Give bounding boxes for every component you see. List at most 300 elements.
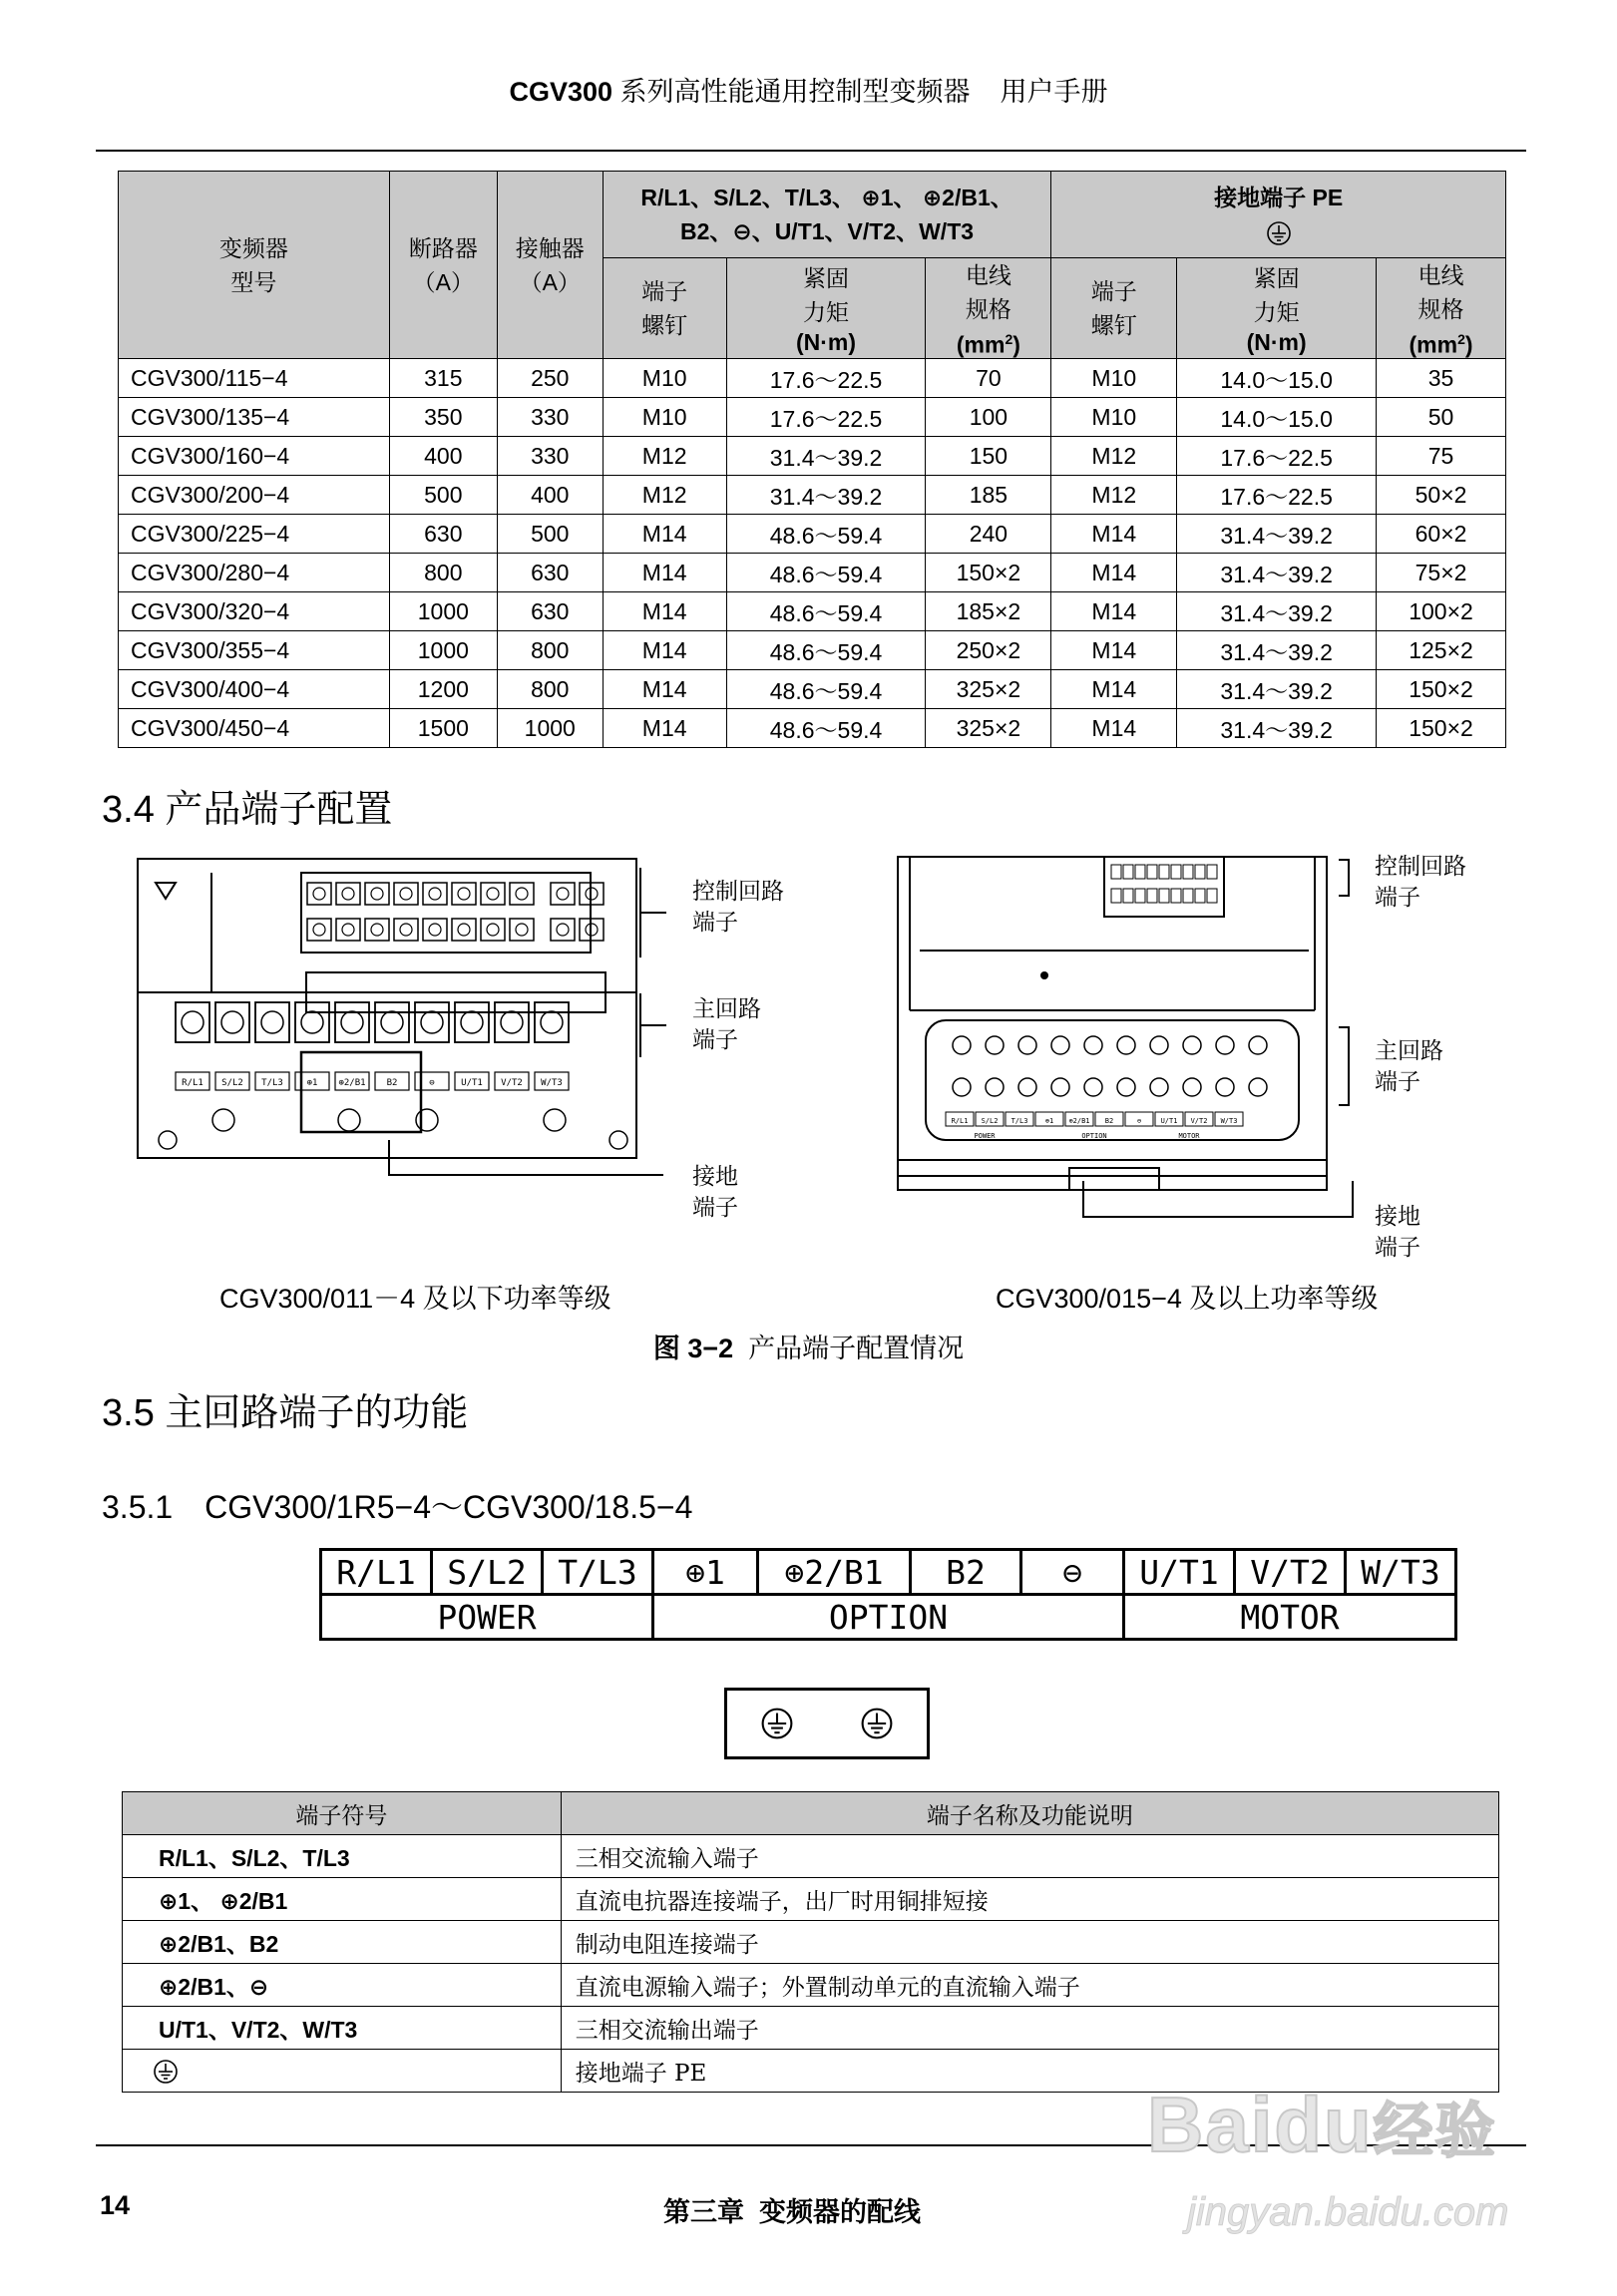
terminal-label: B2 [911,1550,1021,1595]
table-row [119,592,1506,631]
control-terminal [336,919,360,941]
table-cell: 325×2 [926,670,1051,709]
main-terminal-tag-text: ⊖ [1136,1117,1142,1125]
main-terminal-tag-text: B2 [386,1078,398,1088]
table-cell: 400 [389,437,497,476]
table-row [119,709,1506,748]
terminal-label: ⊕1 [653,1550,758,1595]
table-cell: 75×2 [1377,554,1506,592]
control-terminal [423,883,447,905]
control-terminal [1147,889,1157,903]
table-cell: 185 [926,476,1051,515]
control-terminal-screw [487,888,499,900]
control-terminal [1123,865,1133,879]
terminal-function-cell: 直流电抗器连接端子，出厂时用铜排短接 [561,1878,1498,1921]
control-terminal-screw [313,888,325,900]
main-terminal-tag-text: T/L3 [261,1078,283,1088]
control-terminal-screw [516,888,528,900]
table-cell: M10 [1051,398,1177,437]
control-terminal [452,883,476,905]
table-cell: 1500 [389,709,497,748]
th-wire-ground-unit: (mm [1409,331,1458,358]
table-row [123,2007,1499,2050]
main-terminal-screw [986,1036,1004,1054]
th-torque-main [726,258,926,359]
control-terminal [1171,889,1181,903]
th-terminal-symbol: 端子符号 [123,1792,562,1835]
th-wire-ground-unit-end: ) [1464,331,1473,358]
main-terminal-screw [261,1011,283,1033]
main-terminal-screw [461,1011,483,1033]
terminal-group-label: POWER [321,1595,653,1640]
table-row [119,476,1506,515]
table-row [119,670,1506,709]
terminal-symbol-cell: ⊕1、 ⊕2/B1 [123,1878,562,1921]
table-cell: M12 [603,476,726,515]
terminal-label: S/L2 [432,1550,543,1595]
control-terminal-screw [342,924,354,936]
control-terminal [1135,889,1145,903]
figure-caption [0,1327,1617,1365]
figure-title: 产品端子配置情况 [748,1334,965,1363]
main-terminal-screw [1084,1078,1102,1096]
table-cell: M10 [603,398,726,437]
table-cell: CGV300/280−4 [119,554,390,592]
table-cell: 17.6～22.5 [726,398,926,437]
th-screw-main: 端子 螺钉 [603,258,726,359]
terminal-label: ⊕2/B1 [758,1550,911,1595]
page-number: 14 [100,2190,131,2220]
main-terminal-tag-text: U/T1 [461,1078,483,1088]
table-cell: 100×2 [1377,592,1506,631]
control-terminal-screw [400,924,412,936]
th-screw-ground: 端子 螺钉 [1051,258,1177,359]
main-terminal-tag-text: ⊖ [429,1078,435,1088]
table-row [123,1878,1499,1921]
left-main-terminal-block [176,1002,569,1090]
th-wire-ground [1377,258,1506,359]
table-cell: 185×2 [926,592,1051,631]
right-screw-dot [1040,971,1048,979]
th-torque-ground [1177,258,1377,359]
table-cell: CGV300/355−4 [119,631,390,670]
right-ground-label: 接地 端子 [1375,1203,1420,1260]
main-terminal [415,1002,449,1042]
table-cell: CGV300/160−4 [119,437,390,476]
main-terminal-screw [1249,1078,1267,1096]
table-cell: 31.4～39.2 [1177,554,1377,592]
terminal-label: V/T2 [1235,1550,1346,1595]
main-terminal-screw [986,1078,1004,1096]
table-cell: M14 [1051,592,1177,631]
table-cell: 330 [497,398,603,437]
control-terminal-screw [516,924,528,936]
main-terminal-screw [381,1011,403,1033]
control-terminal [423,919,447,941]
table-cell: CGV300/200−4 [119,476,390,515]
table-cell: 330 [497,437,603,476]
table-row [119,437,1506,476]
th-terminal-function: 端子名称及功能说明 [561,1792,1498,1835]
terminal-symbol-cell [123,2050,562,2093]
right-drive-terminal-drawing [890,851,1339,1210]
main-terminal-screw [541,1011,563,1033]
table-cell: CGV300/225−4 [119,515,390,554]
left-control-terminal-block [307,883,604,941]
main-terminal-group-text: POWER [974,1132,996,1140]
main-terminal-screw [1018,1078,1036,1096]
table-cell: 31.4～39.2 [1177,631,1377,670]
page-header [0,70,1617,109]
th-wire-main-unit-end: ) [1012,331,1020,358]
th-ground-label: 接地端子 PE [1214,185,1344,210]
terminal-group-label: MOTOR [1124,1595,1456,1640]
table-cell: 630 [389,515,497,554]
wiring-spec-table [118,171,1506,748]
table-cell: M14 [603,515,726,554]
left-ground-leader [384,1135,703,1235]
control-terminal-screw [557,888,569,900]
control-terminal [1159,889,1169,903]
table-cell: 800 [497,631,603,670]
th-main-terminals: R/L1、S/L2、T/L3、 ⊕1、 ⊕2/B1、 B2、⊖、U/T1、V/T2、W/T3 [603,172,1051,258]
control-terminal [1111,865,1121,879]
table-cell: 240 [926,515,1051,554]
watermark-brand-cn: 经验 [1373,2098,1497,2164]
table-cell: 48.6～59.4 [726,631,926,670]
main-terminal-screw [953,1036,971,1054]
control-terminal [551,919,575,941]
main-terminal-screw [1150,1036,1168,1054]
table-cell: M12 [1051,476,1177,515]
table-cell: 800 [389,554,497,592]
table-cell: M12 [603,437,726,476]
th-wire-main-label: 电线 规格 [965,262,1011,323]
control-terminal [1159,865,1169,879]
main-terminal [255,1002,289,1042]
main-terminal-screw [501,1011,523,1033]
control-terminal [394,919,418,941]
control-terminal [452,919,476,941]
main-terminal-screw [1216,1078,1234,1096]
right-control-label: 控制回路 端子 [1375,853,1466,910]
control-terminal [1111,889,1121,903]
control-terminal-screw [458,888,470,900]
control-terminal [481,919,505,941]
watermark-brand [1147,2080,1497,2170]
terminal-strip-groups [321,1595,1456,1640]
th-model: 变频器 型号 [119,172,390,359]
th-torque-ground-label: 紧固 力矩 [1253,265,1300,325]
section-3-4-title: 3.4 产品端子配置 [102,789,393,831]
table-cell: 250×2 [926,631,1051,670]
terminal-symbol-cell: U/T1、V/T2、W/T3 [123,2007,562,2050]
table-cell: M14 [1051,709,1177,748]
table-cell: 31.4～39.2 [726,476,926,515]
table-cell: 14.0～15.0 [1177,398,1377,437]
th-wire-main-unit: (mm [956,331,1006,358]
table-row [119,631,1506,670]
table-cell: 50 [1377,398,1506,437]
table-cell: 17.6～22.5 [1177,437,1377,476]
table-cell: M14 [603,709,726,748]
terminal-function-cell: 三相交流输出端子 [561,2007,1498,2050]
control-terminal [1171,865,1181,879]
main-terminal [215,1002,249,1042]
table-cell: 1200 [389,670,497,709]
control-terminal [307,919,331,941]
table-cell: 35 [1377,359,1506,398]
table-cell: 70 [926,359,1051,398]
table-cell: 17.6～22.5 [1177,476,1377,515]
terminal-function-body [123,1835,1499,2093]
main-terminal-screw [182,1011,203,1033]
table-cell: 125×2 [1377,631,1506,670]
watermark-url: jingyan.baidu.com [1187,2190,1509,2234]
table-cell: 1000 [497,709,603,748]
table-cell: 500 [497,515,603,554]
th-torque-main-unit: (N·m) [796,329,857,355]
table-cell: M14 [1051,631,1177,670]
right-figure-caption: CGV300/015−4 及以上功率等级 [996,1284,1379,1314]
main-terminal-screw [1117,1078,1135,1096]
table-cell: M14 [1051,554,1177,592]
control-terminal-screw [458,924,470,936]
th-wire-ground-label: 电线 规格 [1417,262,1464,323]
watermark-brand-en: Baidu [1147,2081,1374,2168]
control-terminal [1183,889,1193,903]
th-torque-main-label: 紧固 力矩 [803,265,850,325]
table-cell: M14 [603,670,726,709]
wiring-spec-body [119,359,1506,748]
main-terminal-screw [1117,1036,1135,1054]
control-terminal-screw [342,888,354,900]
main-terminal-tag-text: V/T2 [501,1078,523,1088]
main-terminal-screw [421,1011,443,1033]
table-cell: 150×2 [926,554,1051,592]
main-terminal-tag-text: U/T1 [1160,1117,1178,1125]
ground-icon [1266,220,1292,246]
terminal-symbol-cell: R/L1、S/L2、T/L3 [123,1835,562,1878]
table-row [119,398,1506,437]
right-main-label: 主回路 端子 [1375,1037,1443,1094]
main-terminal-screw [1216,1036,1234,1054]
th-breaker: 断路器 （A） [389,172,497,359]
figure-number: 图 3−2 [652,1334,734,1363]
table-cell: M10 [1051,359,1177,398]
table-cell: CGV300/400−4 [119,670,390,709]
right-control-terminal-block [1111,865,1217,903]
table-cell: 31.4～39.2 [1177,515,1377,554]
main-terminal-tag-text: W/T3 [541,1078,563,1088]
table-cell: 31.4～39.2 [1177,670,1377,709]
main-terminal-screw [221,1011,243,1033]
control-terminal [551,883,575,905]
main-terminal-screw [1084,1036,1102,1054]
table-row [119,359,1506,398]
main-terminal-tag-text: W/T3 [1220,1117,1238,1125]
terminal-group-label: OPTION [653,1595,1124,1640]
left-drive-terminal-drawing [132,853,650,1172]
main-terminal-tag-text: ⊕1 [306,1078,318,1088]
control-terminal [336,883,360,905]
control-terminal [307,883,331,905]
terminal-function-cell: 三相交流输入端子 [561,1835,1498,1878]
main-terminal-screw [1183,1036,1201,1054]
table-cell: 350 [389,398,497,437]
table-cell: 48.6～59.4 [726,709,926,748]
table-cell: 250 [497,359,603,398]
control-terminal [365,919,389,941]
terminal-function-cell: 接地端子 PE [561,2050,1498,2093]
main-terminal-group-text: OPTION [1081,1132,1107,1140]
main-terminal-screw [301,1011,323,1033]
terminal-symbol-cell: ⊕2/B1、⊖ [123,1964,562,2007]
terminal-label: R/L1 [321,1550,432,1595]
table-cell: 31.4～39.2 [1177,709,1377,748]
ground-icon [153,2059,179,2085]
table-cell: 48.6～59.4 [726,670,926,709]
control-terminal [1195,889,1205,903]
terminal-function-cell: 直流电源输入端子；外置制动单元的直流输入端子 [561,1964,1498,2007]
control-terminal [1183,865,1193,879]
control-terminal [1195,865,1205,879]
main-terminal-tag-text: B2 [1104,1117,1114,1125]
table-cell: 100 [926,398,1051,437]
table-row [119,515,1506,554]
terminal-label: T/L3 [543,1550,653,1595]
table-cell: M14 [603,592,726,631]
control-terminal [481,883,505,905]
th-wire-ground-sup: 2 [1457,331,1465,348]
terminal-function-cell: 制动电阻连接端子 [561,1921,1498,1964]
main-terminal-screw [1150,1078,1168,1096]
section-3-5-title: 3.5 主回路端子的功能 [102,1392,469,1434]
table-cell: M10 [603,359,726,398]
main-terminal [455,1002,489,1042]
th-torque-ground-unit: (N·m) [1246,329,1307,355]
table-cell: 1000 [389,592,497,631]
table-cell: 48.6～59.4 [726,592,926,631]
table-row [123,1835,1499,1878]
main-terminal [295,1002,329,1042]
main-terminal-screw [953,1078,971,1096]
main-terminal-tag-text: R/L1 [951,1117,969,1125]
table-cell: M12 [1051,437,1177,476]
table-cell: 150×2 [1377,709,1506,748]
table-cell: 325×2 [926,709,1051,748]
control-terminal [510,883,534,905]
control-terminal [394,883,418,905]
control-terminal-screw [429,924,441,936]
table-cell: M14 [1051,515,1177,554]
th-ground-terminal [1051,172,1506,258]
terminal-label: ⊖ [1021,1550,1124,1595]
main-terminal [176,1002,209,1042]
table-row [123,1921,1499,1964]
control-terminal [1123,889,1133,903]
control-terminal [1147,865,1157,879]
table-cell: 150 [926,437,1051,476]
subsection-3-5-1-title: 3.5.1 CGV300/1R5−4～CGV300/18.5−4 [102,1489,693,1525]
control-terminal-screw [371,888,383,900]
main-terminal-screw [1051,1078,1069,1096]
terminal-symbol-cell: ⊕2/B1、B2 [123,1921,562,1964]
main-terminal-tag-text: T/L3 [1011,1117,1028,1125]
footer-chapter [663,2190,921,2229]
table-row [119,554,1506,592]
control-terminal-screw [400,888,412,900]
header-rule [96,150,1526,152]
control-terminal-screw [557,924,569,936]
table-cell: M14 [603,554,726,592]
table-cell: 31.4～39.2 [726,437,926,476]
main-terminal-tag-text: ⊕2/B1 [338,1078,366,1088]
terminal-function-table [122,1791,1499,2093]
terminal-label: U/T1 [1124,1550,1235,1595]
table-cell: 400 [497,476,603,515]
main-terminal [335,1002,369,1042]
table-cell: 14.0～15.0 [1177,359,1377,398]
control-terminal [510,919,534,941]
terminal-label: W/T3 [1346,1550,1456,1595]
table-cell: 60×2 [1377,515,1506,554]
main-terminal-tag-text: ⊕2/B1 [1068,1117,1090,1125]
table-cell: 1000 [389,631,497,670]
main-terminal-tag-text: S/L2 [221,1078,243,1088]
table-cell: 630 [497,554,603,592]
main-terminal-screw [1183,1078,1201,1096]
table-cell: CGV300/135−4 [119,398,390,437]
control-terminal [1207,865,1217,879]
main-terminal-tag-text: V/T2 [1190,1117,1208,1125]
terminal-strip-diagram [319,1548,1457,1641]
header-model: CGV300 [509,77,613,107]
table-cell: 31.4～39.2 [1177,592,1377,631]
footer-chapter-title: 变频器的配线 [759,2197,922,2227]
left-figure-caption: CGV300/011－4 及以下功率等级 [219,1284,611,1314]
table-cell: 75 [1377,437,1506,476]
table-cell: 630 [497,592,603,631]
header-manual: 用户手册 [1000,77,1108,107]
table-cell: 17.6～22.5 [726,359,926,398]
control-terminal-screw [429,888,441,900]
main-terminal-tag-text: ⊕1 [1044,1117,1054,1125]
table-cell: 50×2 [1377,476,1506,515]
table-cell: CGV300/115−4 [119,359,390,398]
main-terminal-tag-text: R/L1 [182,1078,203,1088]
table-cell: 48.6～59.4 [726,515,926,554]
th-contactor: 接触器 （A） [497,172,603,359]
control-terminal [1207,889,1217,903]
table-cell: M14 [1051,670,1177,709]
table-cell: 150×2 [1377,670,1506,709]
control-terminal-screw [371,924,383,936]
control-terminal [365,883,389,905]
main-terminal-group-text: MOTOR [1178,1132,1200,1140]
left-ground-label: 接地 端子 [692,1163,738,1220]
table-cell: 48.6～59.4 [726,554,926,592]
table-cell: CGV300/320−4 [119,592,390,631]
th-wire-main [926,258,1051,359]
left-control-label: 控制回路 端子 [692,878,784,935]
terminal-strip-terms [321,1550,1456,1595]
control-terminal-screw [487,924,499,936]
main-terminal-screw [341,1011,363,1033]
main-terminal [535,1002,569,1042]
main-terminal-tag-text: S/L2 [981,1117,999,1125]
right-main-terminal-block [946,1036,1267,1140]
